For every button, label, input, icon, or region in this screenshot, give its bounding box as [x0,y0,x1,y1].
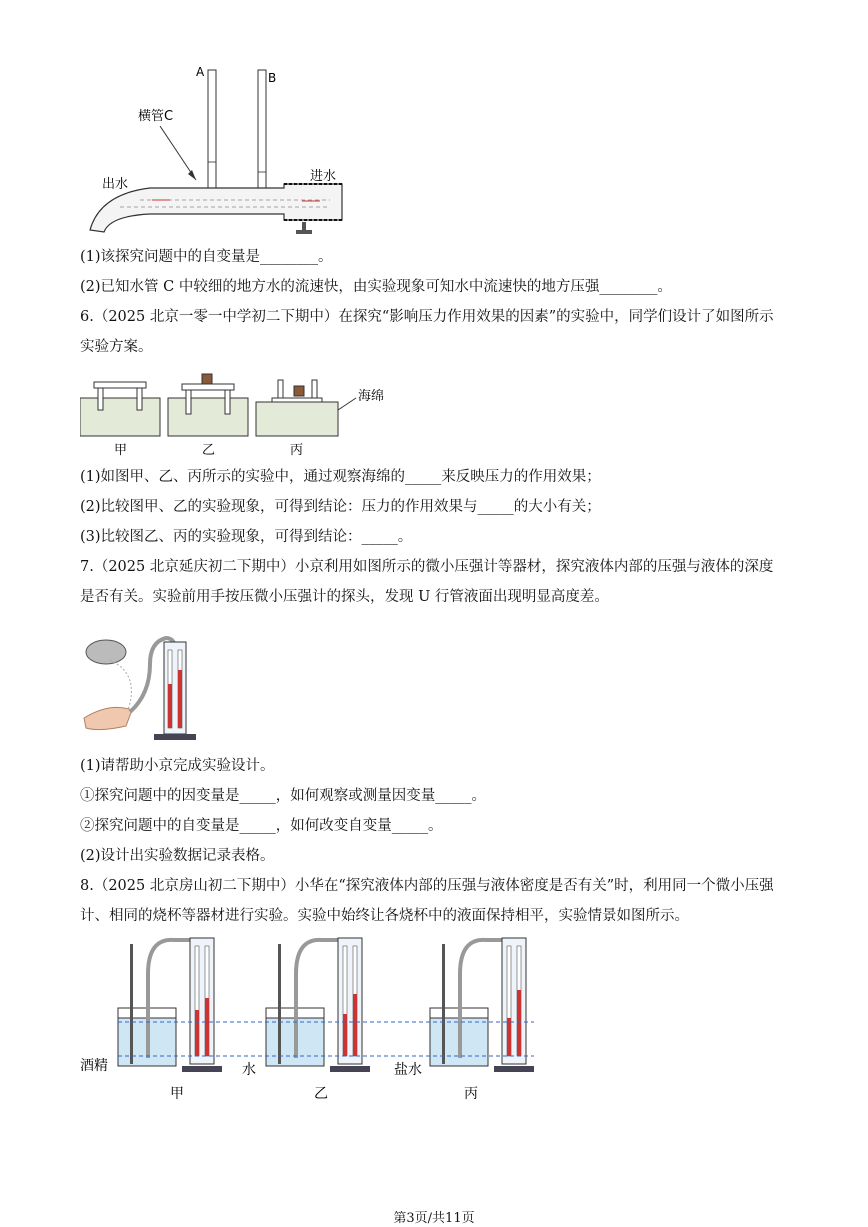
q5-line2: (2)已知水管 C 中较细的地方水的流速快，由实验现象可知水中流速快的地方压强________。 [80,279,672,295]
pipe-figure [80,62,360,242]
beaker-set-1 [266,938,370,1072]
fig6-label-1: 乙 [202,443,216,458]
fig6-label-2: 丙 [290,443,304,458]
q7-title2: 是否有关。实验前用手按压微小压强计的探头，发现 U 行管液面出现明显高度差。 [80,589,609,605]
beaker-figure [78,934,548,1110]
beaker-set-0 [118,938,222,1072]
q8-title1: 8.（2025 北京房山初二下期中）小华在“探究液体内部的压强与液体密度是否有关”时，利用同一个微小压强 [80,878,774,894]
fig8-label-1: 乙 [314,1086,328,1102]
q6-title2: 实验方案。 [80,339,153,355]
q6-line1: (1)如图甲、乙、丙所示的实验中，通过观察海绵的_____来反映压力的作用效果； [80,469,601,485]
liquid-label-0: 酒精 [80,1058,108,1074]
fig8-label-0: 甲 [170,1086,184,1102]
label-a: A [196,65,205,79]
label-b: B [268,71,277,85]
q8-title2: 计、相同的烧杯等器材进行实验。实验中始终让各烧杯中的液面保持相平，实验情景如图所示。 [80,908,689,924]
fig8-label-2: 丙 [464,1086,478,1102]
q7-line4: (2)设计出实验数据记录表格。 [80,848,275,864]
q7-title1: 7.（2025 北京延庆初二下期中）小京利用如图所示的微小压强计等器材，探究液体内部的压强与液体的深度 [80,559,774,575]
fig6-label-0: 甲 [114,443,128,458]
label-in: 进水 [310,169,337,184]
q6-line2: (2)比较图甲、乙的实验现象，可得到结论：压力的作用效果与_____的大小有关； [80,499,601,515]
label-c: 横管C [138,109,174,124]
q5-line1: (1)该探究问题中的自变量是________。 [80,249,333,265]
q6-line3: (3)比较图乙、丙的实验现象，可得到结论：_____。 [80,529,413,545]
page-footer: 第3页/共11页 [393,1211,475,1226]
label-out: 出水 [102,177,129,192]
liquid-label-1: 水 [242,1062,256,1078]
q7-line1: (1)请帮助小京完成实验设计。 [80,758,275,774]
sponge-figure [80,372,420,460]
q7-line3: ②探究问题中的自变量是_____，如何改变自变量_____。 [80,818,443,834]
q7-line2: ①探究问题中的因变量是_____，如何观察或测量因变量_____。 [80,788,486,804]
q6-title1: 6.（2025 北京一零一中学初二下期中）在探究“影响压力作用效果的因素”的实验中，同学们设计了如图所示 [80,309,774,325]
sponge-label: 海绵 [358,389,385,404]
beaker-set-2 [430,938,534,1072]
gauge-figure [80,614,230,746]
liquid-label-2: 盐水 [394,1062,422,1078]
